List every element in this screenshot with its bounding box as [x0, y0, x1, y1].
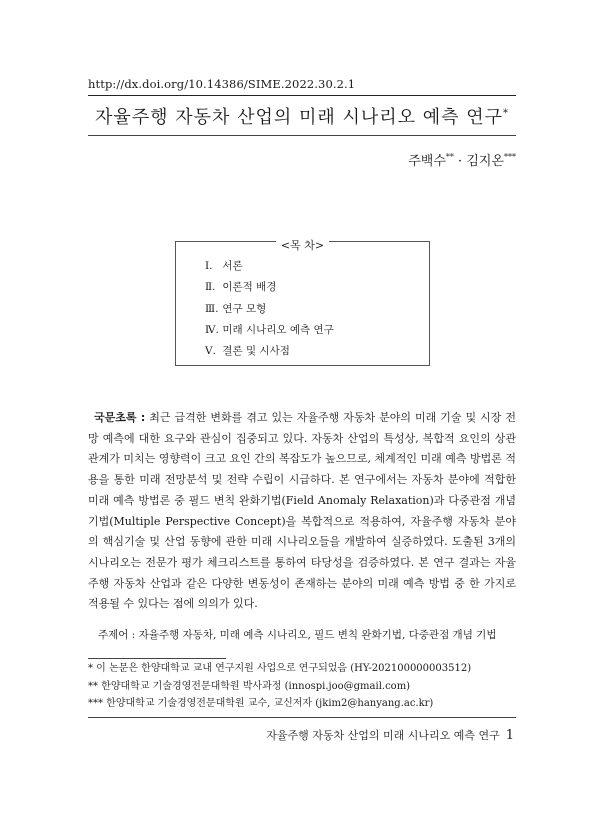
doi-link[interactable]: http://dx.doi.org/10.14386/SIME.2022.30.2.1 [88, 77, 356, 91]
author-1: 주백수 [408, 154, 446, 169]
page-number: 1 [505, 728, 514, 743]
header-rule [88, 95, 516, 96]
paper-title-text: 자율주행 자동차 산업의 미래 시나리오 예측 연구 [94, 107, 504, 128]
abstract-paragraph [88, 408, 516, 615]
running-title: 자율주행 자동차 산업의 미래 시나리오 예측 연구 [266, 729, 500, 742]
toc-item-number: Ⅴ. [205, 345, 216, 358]
footer-rule [88, 717, 516, 718]
footnote-2: ** 한양대학교 기술경영전문대학원 박사과정 (innospi.joo@gmail.com) [88, 680, 411, 692]
abstract [88, 408, 516, 615]
toc-item-label: 이론적 배경 [222, 281, 277, 294]
author-2: 김지온 [466, 154, 504, 169]
toc-list [205, 258, 334, 364]
toc-item [205, 258, 334, 279]
abstract-text: 최근 급격한 변화를 겪고 있는 자율주행 자동차 분야의 미래 기술 및 시장 전망 예측에 대한 요구와 관심이 집중되고 있다. 자동차 산업의 특성상, 복합적 요인의 상관관계가 미치는 영향력이 크고 요인 간의 복잡도가 높으므로, 체계적인 미래 예측 방법론 적용을 통한 미래 전망분석 및 전략 수립이 시급하다. 본 연구에서는 자동차 분야에 적합한 미래 예측 방법론 중 필드 변칙 완화기법(Field Anomaly Relaxation)과 다중관점 개념 기법(Multiple Perspective Concept)을 복합적으로 적용하여, 자율주행 자동차 분야의 핵심기술 및 산업 동향에 관한 미래 시나리오들을 개발하여 실증하였다. 도출된 3개의 시나리오는 전문가 평가 체크리스트를 통하여 타당성을 검증하였다. 본 연구 결과는 자율주행 자동차 산업과 같은 다양한 변동성이 존재하는 분야의 미래 예측 방법 중 한 가지로 적용될 수 있다는 점에 의의가 있다. [88, 411, 516, 611]
title-footnote-mark: * [503, 108, 510, 119]
author-2-mark: *** [504, 152, 516, 162]
toc-item [205, 279, 334, 300]
toc-title [176, 234, 429, 253]
toc-item [205, 322, 334, 343]
paper-title [88, 103, 516, 129]
toc-title-text: <목 차> [276, 239, 329, 252]
author-1-mark: ** [445, 152, 454, 162]
toc-item-number: Ⅳ. [205, 323, 219, 336]
table-of-contents [175, 241, 430, 366]
toc-item [205, 343, 334, 364]
toc-item-number: Ⅱ. [205, 281, 216, 294]
keywords: 주제어 : 자율주행 자동차, 미래 예측 시나리오, 필드 변칙 완화기법, 다중관점 개념 기법 [98, 629, 497, 641]
author-separator: · [453, 154, 467, 169]
toc-item-label: 미래 시나리오 예측 연구 [222, 323, 334, 336]
abstract-label: 국문초록 : [94, 411, 146, 424]
toc-item-label: 서론 [222, 260, 243, 272]
running-footer [266, 727, 514, 743]
toc-item-number: Ⅲ. [205, 302, 219, 315]
footnote-rule [88, 658, 226, 659]
title-rule [88, 135, 516, 136]
footnote-1: * 이 논문은 한양대학교 교내 연구지원 사업으로 연구되었음 (HY-202100000003512) [88, 663, 472, 674]
footnotes [88, 660, 471, 713]
toc-item-number: Ⅰ. [205, 260, 213, 272]
author-line [408, 150, 516, 169]
toc-item-label: 연구 모형 [222, 302, 267, 315]
toc-item [205, 301, 334, 322]
toc-item-label: 결론 및 시사점 [222, 345, 290, 358]
footnote-3: *** 한양대학교 기술경영전문대학원 교수, 교신저자 (jkim2@hanyang.ac.kr) [88, 698, 434, 709]
